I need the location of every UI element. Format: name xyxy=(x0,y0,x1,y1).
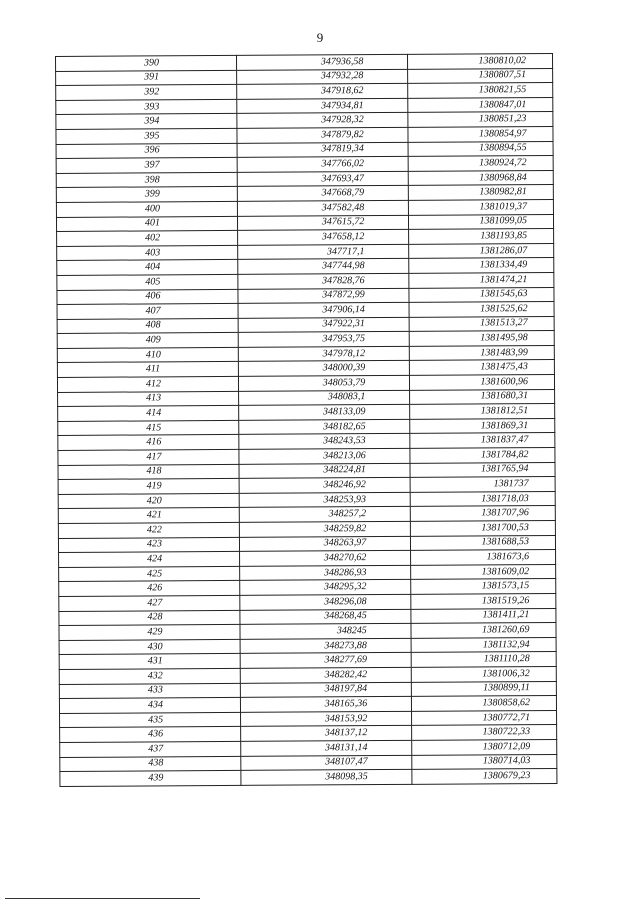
point-number-cell: 428 xyxy=(59,610,240,626)
x-coordinate-cell: 348213,06 xyxy=(239,448,411,464)
x-coordinate-cell: 347766,02 xyxy=(237,156,409,172)
y-coordinate-cell: 1381495,98 xyxy=(409,331,554,346)
x-coordinate-cell: 348259,82 xyxy=(239,521,411,537)
page-number: 9 xyxy=(316,30,324,45)
x-coordinate-cell: 348273,88 xyxy=(240,638,412,654)
y-coordinate-cell: 1381784,82 xyxy=(410,447,555,462)
point-number-cell: 407 xyxy=(57,303,238,319)
x-coordinate-cell: 348182,65 xyxy=(238,419,410,435)
point-number-cell: 425 xyxy=(59,566,240,582)
point-number-cell: 423 xyxy=(58,537,239,553)
x-coordinate-cell: 348286,93 xyxy=(239,565,411,581)
x-coordinate-cell: 347918,62 xyxy=(236,84,408,100)
x-coordinate-cell: 348246,92 xyxy=(239,478,411,494)
x-coordinate-cell: 347693,47 xyxy=(237,171,409,187)
y-coordinate-cell: 1380924,72 xyxy=(408,156,553,171)
footnote-divider xyxy=(5,898,200,899)
y-coordinate-cell: 1380851,23 xyxy=(408,112,553,127)
y-coordinate-cell: 1380899,11 xyxy=(412,681,557,696)
y-coordinate-cell: 1381334,49 xyxy=(409,258,554,273)
x-coordinate-cell: 347615,72 xyxy=(237,215,409,231)
x-coordinate-cell: 347819,34 xyxy=(237,142,409,158)
x-coordinate-cell: 348282,42 xyxy=(240,667,412,683)
x-coordinate-cell: 347828,76 xyxy=(237,273,409,289)
y-coordinate-cell: 1381707,96 xyxy=(411,506,556,521)
point-number-cell: 420 xyxy=(58,493,239,509)
point-number-cell: 421 xyxy=(58,508,239,524)
y-coordinate-cell: 1381673,6 xyxy=(411,550,556,565)
point-number-cell: 406 xyxy=(57,289,238,305)
x-coordinate-cell: 348277,69 xyxy=(240,653,412,669)
x-coordinate-cell: 347932,28 xyxy=(236,69,408,85)
x-coordinate-cell: 348000,39 xyxy=(238,361,410,377)
point-number-cell: 392 xyxy=(56,85,237,101)
x-coordinate-cell: 347928,32 xyxy=(237,113,409,129)
y-coordinate-cell: 1380968,84 xyxy=(408,170,553,185)
y-coordinate-cell: 1381525,62 xyxy=(409,302,554,317)
point-number-cell: 426 xyxy=(59,581,240,597)
point-number-cell: 430 xyxy=(59,639,240,655)
point-number-cell: 403 xyxy=(57,245,238,261)
x-coordinate-cell: 347668,79 xyxy=(237,186,409,202)
x-coordinate-cell: 347922,31 xyxy=(238,317,410,333)
x-coordinate-cell: 347906,14 xyxy=(238,302,410,318)
y-coordinate-cell: 1380807,51 xyxy=(408,68,553,83)
x-coordinate-cell: 348224,81 xyxy=(239,463,411,479)
y-coordinate-cell: 1381573,15 xyxy=(411,579,556,594)
point-number-cell: 414 xyxy=(58,406,239,422)
point-number-cell: 411 xyxy=(57,362,238,378)
point-number-cell: 402 xyxy=(57,231,238,247)
y-coordinate-cell: 1380679,23 xyxy=(412,769,557,784)
y-coordinate-cell: 1380810,02 xyxy=(408,53,553,68)
y-coordinate-cell: 1381006,32 xyxy=(412,666,557,681)
y-coordinate-cell: 1381680,31 xyxy=(410,389,555,404)
point-number-cell: 437 xyxy=(60,741,241,757)
x-coordinate-cell: 347872,99 xyxy=(238,288,410,304)
point-number-cell: 404 xyxy=(57,260,238,276)
x-coordinate-cell: 347879,82 xyxy=(237,127,409,143)
y-coordinate-cell: 1381132,94 xyxy=(411,637,556,652)
point-number-cell: 393 xyxy=(56,99,237,115)
x-coordinate-cell: 347934,81 xyxy=(236,98,408,114)
y-coordinate-cell: 1381519,26 xyxy=(411,593,556,608)
y-coordinate-cell: 1381700,53 xyxy=(411,520,556,535)
point-number-cell: 435 xyxy=(60,712,241,728)
x-coordinate-cell: 348098,35 xyxy=(241,769,413,785)
x-coordinate-cell: 347953,75 xyxy=(238,332,410,348)
point-number-cell: 415 xyxy=(58,420,239,436)
y-coordinate-cell: 1380821,55 xyxy=(408,83,553,98)
y-coordinate-cell: 1380722,33 xyxy=(412,725,557,740)
y-coordinate-cell: 1381600,96 xyxy=(410,375,555,390)
point-number-cell: 391 xyxy=(56,70,237,86)
point-number-cell: 398 xyxy=(56,172,237,188)
x-coordinate-cell: 348245 xyxy=(240,623,412,639)
point-number-cell: 432 xyxy=(59,668,240,684)
y-coordinate-cell: 1381609,02 xyxy=(411,564,556,579)
y-coordinate-cell: 1380982,81 xyxy=(409,185,554,200)
x-coordinate-cell: 348295,32 xyxy=(239,580,411,596)
point-number-cell: 401 xyxy=(56,216,237,232)
x-coordinate-cell: 348165,36 xyxy=(240,696,412,712)
point-number-cell: 419 xyxy=(58,479,239,495)
coordinates-table xyxy=(55,53,557,787)
y-coordinate-cell: 1380714,03 xyxy=(412,754,557,769)
y-coordinate-cell: 1381286,07 xyxy=(409,243,554,258)
point-number-cell: 394 xyxy=(56,114,237,130)
y-coordinate-cell: 1380847,01 xyxy=(408,97,553,112)
y-coordinate-cell: 1381099,05 xyxy=(409,214,554,229)
x-coordinate-cell: 348253,93 xyxy=(239,492,411,508)
point-number-cell: 409 xyxy=(57,333,238,349)
y-coordinate-cell: 1380854,97 xyxy=(408,126,553,141)
y-coordinate-cell: 1381110,28 xyxy=(411,652,556,667)
x-coordinate-cell: 348268,45 xyxy=(240,609,412,625)
x-coordinate-cell: 347744,98 xyxy=(237,259,409,275)
point-number-cell: 405 xyxy=(57,274,238,290)
x-coordinate-cell: 348083,1 xyxy=(238,390,410,406)
point-number-cell: 399 xyxy=(56,187,237,203)
x-coordinate-cell: 348243,53 xyxy=(238,434,410,450)
x-coordinate-cell: 348131,14 xyxy=(240,740,412,756)
x-coordinate-cell: 347582,48 xyxy=(237,200,409,216)
point-number-cell: 434 xyxy=(59,698,240,714)
x-coordinate-cell: 348197,84 xyxy=(240,682,412,698)
y-coordinate-cell: 1381812,51 xyxy=(410,404,555,419)
x-coordinate-cell: 348263,97 xyxy=(239,536,411,552)
point-number-cell: 433 xyxy=(59,683,240,699)
x-coordinate-cell: 348137,12 xyxy=(240,726,412,742)
y-coordinate-cell: 1381688,53 xyxy=(411,535,556,550)
y-coordinate-cell: 1381193,85 xyxy=(409,229,554,244)
x-coordinate-cell: 348270,62 xyxy=(239,551,411,567)
point-number-cell: 439 xyxy=(60,770,241,786)
x-coordinate-cell: 348053,79 xyxy=(238,375,410,391)
y-coordinate-cell: 1380712,09 xyxy=(412,739,557,754)
coordinates-table-body xyxy=(56,53,557,786)
y-coordinate-cell: 1381765,94 xyxy=(410,462,555,477)
point-number-cell: 422 xyxy=(58,522,239,538)
y-coordinate-cell: 1380858,62 xyxy=(412,696,557,711)
y-coordinate-cell: 1380772,71 xyxy=(412,710,557,725)
y-coordinate-cell: 1381869,31 xyxy=(410,418,555,433)
x-coordinate-cell: 348133,09 xyxy=(238,405,410,421)
x-coordinate-cell: 347936,58 xyxy=(236,54,408,70)
point-number-cell: 412 xyxy=(57,376,238,392)
x-coordinate-cell: 347978,12 xyxy=(238,346,410,362)
y-coordinate-cell: 1381483,99 xyxy=(410,345,555,360)
point-number-cell: 390 xyxy=(56,55,237,71)
point-number-cell: 416 xyxy=(58,435,239,451)
table-row xyxy=(60,769,557,787)
point-number-cell: 417 xyxy=(58,449,239,465)
y-coordinate-cell: 1381837,47 xyxy=(410,433,555,448)
y-coordinate-cell: 1381260,69 xyxy=(411,623,556,638)
x-coordinate-cell: 347717,1 xyxy=(237,244,409,260)
y-coordinate-cell: 1381718,03 xyxy=(410,491,555,506)
x-coordinate-cell: 348107,47 xyxy=(240,755,412,771)
y-coordinate-cell: 1381513,27 xyxy=(409,316,554,331)
point-number-cell: 431 xyxy=(59,654,240,670)
x-coordinate-cell: 348296,08 xyxy=(239,594,411,610)
point-number-cell: 408 xyxy=(57,318,238,334)
point-number-cell: 427 xyxy=(59,595,240,611)
point-number-cell: 395 xyxy=(56,128,237,144)
point-number-cell: 400 xyxy=(56,201,237,217)
x-coordinate-cell: 348153,92 xyxy=(240,711,412,727)
point-number-cell: 410 xyxy=(57,347,238,363)
point-number-cell: 438 xyxy=(60,756,241,772)
point-number-cell: 413 xyxy=(58,391,239,407)
point-number-cell: 424 xyxy=(59,552,240,568)
point-number-cell: 396 xyxy=(56,143,237,159)
y-coordinate-cell: 1381019,37 xyxy=(409,199,554,214)
point-number-cell: 418 xyxy=(58,464,239,480)
y-coordinate-cell: 1381411,21 xyxy=(411,608,556,623)
point-number-cell: 436 xyxy=(60,727,241,743)
y-coordinate-cell: 1381475,43 xyxy=(410,360,555,375)
y-coordinate-cell: 1381545,63 xyxy=(409,287,554,302)
point-number-cell: 429 xyxy=(59,625,240,641)
x-coordinate-cell: 348257,2 xyxy=(239,507,411,523)
x-coordinate-cell: 347658,12 xyxy=(237,229,409,245)
y-coordinate-cell: 1380894,55 xyxy=(408,141,553,156)
point-number-cell: 397 xyxy=(56,158,237,174)
y-coordinate-cell: 1381737 xyxy=(410,477,555,492)
y-coordinate-cell: 1381474,21 xyxy=(409,272,554,287)
